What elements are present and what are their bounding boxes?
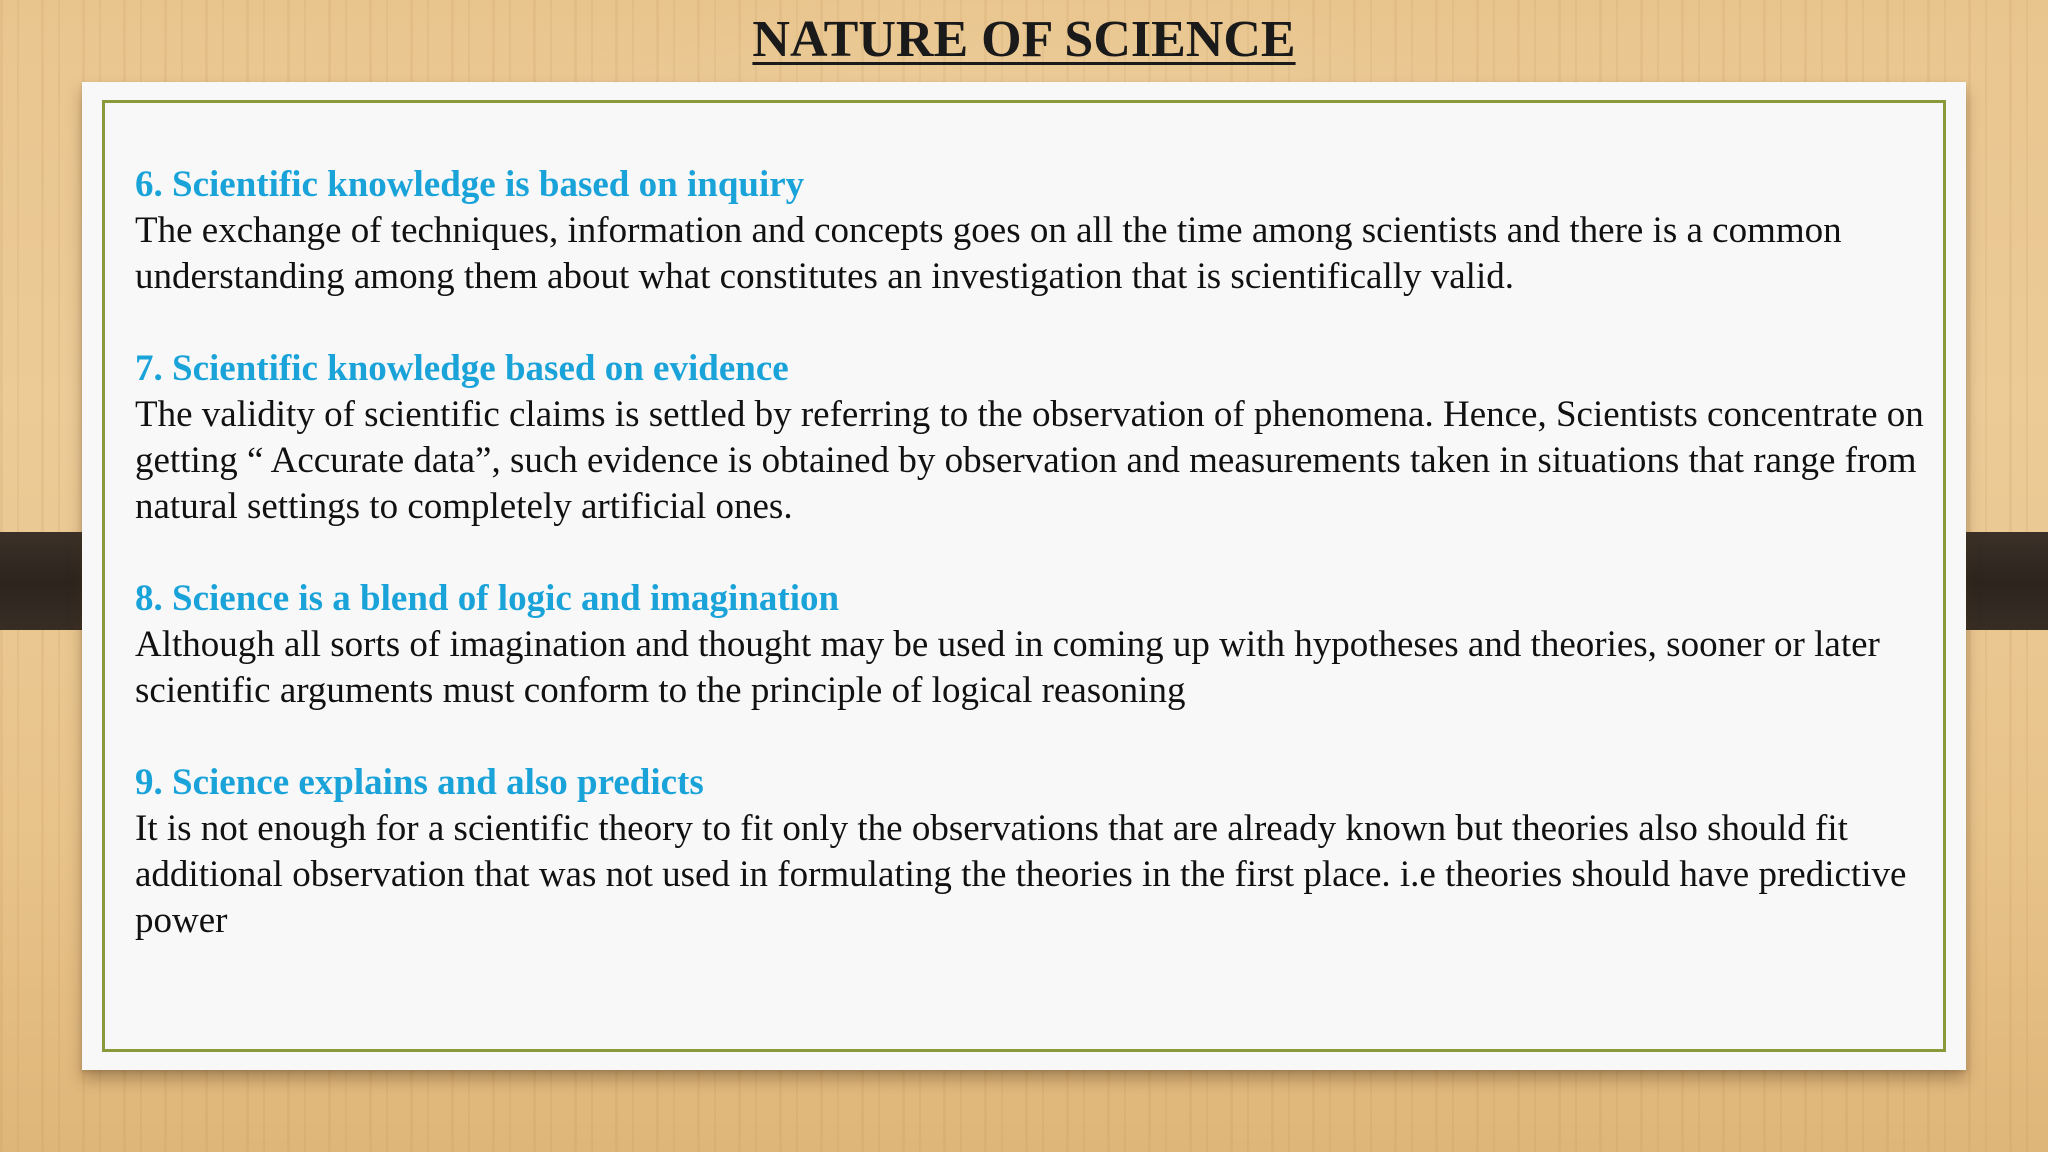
section-body: Although all sorts of imagination and thought may be used in coming up with hypotheses and theories, sooner or later scientific arguments must conform to the principle of logical reasoning xyxy=(135,624,1880,711)
section-heading: 8. Science is a blend of logic and imagination xyxy=(135,578,840,619)
section-evidence xyxy=(135,346,1925,530)
section-heading: 7. Scientific knowledge based on evidence xyxy=(135,348,789,389)
section-logic-imagination xyxy=(135,576,1925,714)
section-body: The validity of scientific claims is settled by referring to the observation of phenomena. Hence, Scientists concentrate on getting “ Accurate data”, such evidence is obtained by observation and measurements taken in situations that range from natural settings to completely artificial ones. xyxy=(135,394,1924,527)
slide-title: NATURE OF SCIENCE xyxy=(752,11,1296,68)
section-heading: 9. Science explains and also predicts xyxy=(135,762,704,803)
section-heading: 6. Scientific knowledge is based on inquiry xyxy=(135,164,805,205)
content-area xyxy=(135,162,1925,990)
section-inquiry xyxy=(135,162,1925,300)
section-explains-predicts xyxy=(135,760,1925,944)
section-body: It is not enough for a scientific theory to fit only the observations that are already known but theories also should fit additional observation that was not used in formulating the theories in the first place. i.e theories should have predictive power xyxy=(135,808,1907,941)
section-body: The exchange of techniques, information and concepts goes on all the time among scientists and there is a common understanding among them about what constitutes an investigation that is scientifically valid. xyxy=(135,210,1842,297)
